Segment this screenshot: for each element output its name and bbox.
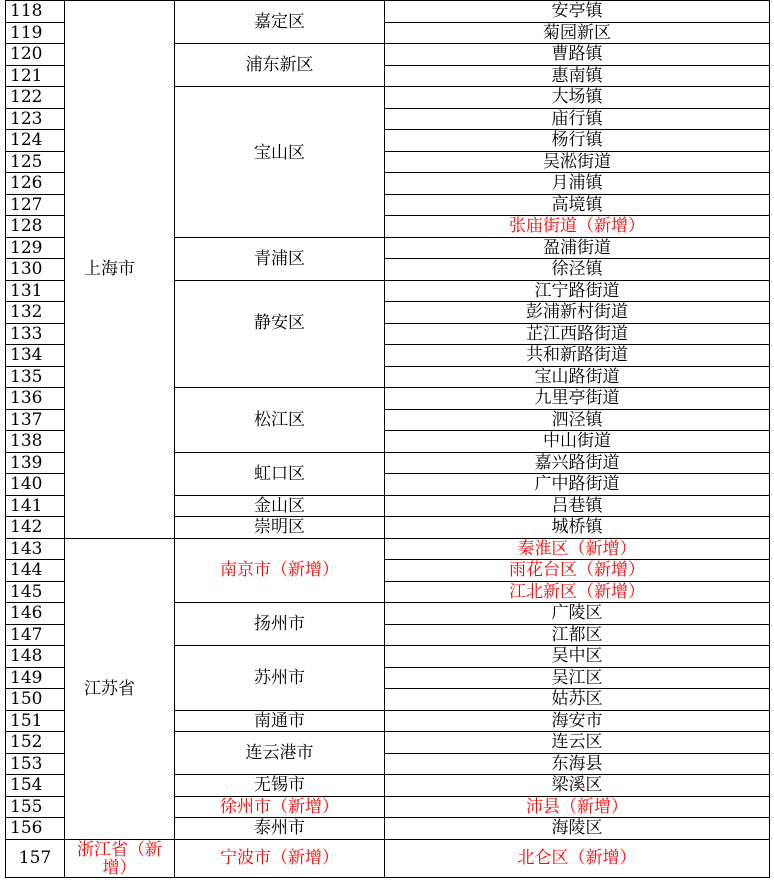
district-cell-new: 江北新区（新增） bbox=[385, 582, 770, 603]
city-cell: 青浦区 bbox=[175, 238, 385, 281]
city-cell: 苏州市 bbox=[175, 646, 385, 711]
city-cell: 扬州市 bbox=[175, 603, 385, 646]
district-cell: 东海县 bbox=[385, 754, 770, 775]
district-cell: 彭浦新村街道 bbox=[385, 302, 770, 324]
district-cell: 杨行镇 bbox=[385, 130, 770, 152]
city-cell-new: 徐州市（新增） bbox=[175, 797, 385, 818]
district-cell: 吴中区 bbox=[385, 646, 770, 668]
city-cell: 虹口区 bbox=[175, 453, 385, 496]
district-cell: 宝山路街道 bbox=[385, 367, 770, 388]
row-number: 156 bbox=[6, 818, 65, 840]
district-cell: 泗泾镇 bbox=[385, 410, 770, 431]
row-number: 140 bbox=[6, 474, 65, 496]
row-number: 131 bbox=[6, 281, 65, 302]
city-cell: 浦东新区 bbox=[175, 44, 385, 87]
city-cell-new: 南京市（新增） bbox=[175, 539, 385, 603]
row-number: 120 bbox=[6, 44, 65, 66]
district-cell-new: 秦淮区（新增） bbox=[385, 539, 770, 560]
row-number: 125 bbox=[6, 152, 65, 173]
district-cell-new: 张庙街道（新增） bbox=[385, 216, 770, 238]
row-number: 139 bbox=[6, 453, 65, 474]
row-number: 148 bbox=[6, 646, 65, 668]
district-cell: 共和新路街道 bbox=[385, 345, 770, 367]
row-number: 154 bbox=[6, 775, 65, 797]
row-number: 138 bbox=[6, 431, 65, 453]
row-number: 122 bbox=[6, 87, 65, 109]
city-cell: 金山区 bbox=[175, 496, 385, 517]
city-cell: 崇明区 bbox=[175, 517, 385, 539]
district-cell-new: 沛县（新增） bbox=[385, 797, 770, 818]
district-cell: 高境镇 bbox=[385, 195, 770, 216]
district-cell: 嘉兴路街道 bbox=[385, 453, 770, 474]
row-number: 133 bbox=[6, 324, 65, 345]
district-cell-new: 雨花台区（新增） bbox=[385, 560, 770, 582]
row-number: 141 bbox=[6, 496, 65, 517]
city-cell-new: 宁波市（新增） bbox=[175, 840, 385, 878]
row-number: 153 bbox=[6, 754, 65, 775]
row-number: 123 bbox=[6, 109, 65, 130]
district-cell: 吴淞街道 bbox=[385, 152, 770, 173]
row-number: 142 bbox=[6, 517, 65, 539]
row-number: 136 bbox=[6, 388, 65, 410]
city-cell: 无锡市 bbox=[175, 775, 385, 797]
row-number: 135 bbox=[6, 367, 65, 388]
district-cell: 连云区 bbox=[385, 732, 770, 754]
city-cell: 松江区 bbox=[175, 388, 385, 453]
province-cell: 上海市 bbox=[65, 1, 175, 539]
district-cell: 芷江西路街道 bbox=[385, 324, 770, 345]
district-cell: 月浦镇 bbox=[385, 173, 770, 195]
district-cell: 城桥镇 bbox=[385, 517, 770, 539]
row-number: 145 bbox=[6, 582, 65, 603]
row-number: 150 bbox=[6, 689, 65, 711]
table-row bbox=[6, 539, 770, 560]
district-cell: 广陵区 bbox=[385, 603, 770, 625]
row-number: 151 bbox=[6, 711, 65, 732]
row-number: 124 bbox=[6, 130, 65, 152]
district-cell: 曹路镇 bbox=[385, 44, 770, 66]
row-number: 149 bbox=[6, 668, 65, 689]
row-number: 129 bbox=[6, 238, 65, 259]
district-cell: 庙行镇 bbox=[385, 109, 770, 130]
row-number: 155 bbox=[6, 797, 65, 818]
district-table bbox=[5, 0, 770, 878]
district-cell: 梁溪区 bbox=[385, 775, 770, 797]
city-cell: 南通市 bbox=[175, 711, 385, 732]
row-number: 146 bbox=[6, 603, 65, 625]
row-number: 128 bbox=[6, 216, 65, 238]
row-number: 157 bbox=[6, 840, 65, 878]
district-cell: 菊园新区 bbox=[385, 23, 770, 44]
city-cell: 静安区 bbox=[175, 281, 385, 388]
district-cell: 中山街道 bbox=[385, 431, 770, 453]
row-number: 132 bbox=[6, 302, 65, 324]
row-number: 147 bbox=[6, 625, 65, 646]
province-cell: 江苏省 bbox=[65, 539, 175, 840]
district-cell: 广中路街道 bbox=[385, 474, 770, 496]
city-cell: 宝山区 bbox=[175, 87, 385, 238]
city-cell: 嘉定区 bbox=[175, 1, 385, 44]
district-cell: 九里亭街道 bbox=[385, 388, 770, 410]
district-cell: 徐泾镇 bbox=[385, 259, 770, 281]
district-cell: 安亭镇 bbox=[385, 1, 770, 23]
city-cell: 泰州市 bbox=[175, 818, 385, 840]
row-number: 118 bbox=[6, 1, 65, 23]
district-cell-new: 北仑区（新增） bbox=[385, 840, 770, 878]
row-number: 119 bbox=[6, 23, 65, 44]
city-cell: 连云港市 bbox=[175, 732, 385, 775]
row-number: 144 bbox=[6, 560, 65, 582]
row-number: 137 bbox=[6, 410, 65, 431]
district-cell: 吴江区 bbox=[385, 668, 770, 689]
row-number: 143 bbox=[6, 539, 65, 560]
row-number: 134 bbox=[6, 345, 65, 367]
row-number: 121 bbox=[6, 66, 65, 87]
row-number: 130 bbox=[6, 259, 65, 281]
row-number: 152 bbox=[6, 732, 65, 754]
district-cell: 姑苏区 bbox=[385, 689, 770, 711]
province-cell-new: 浙江省（新增） bbox=[65, 840, 175, 878]
table-row bbox=[6, 1, 770, 23]
district-cell: 吕巷镇 bbox=[385, 496, 770, 517]
district-cell: 海安市 bbox=[385, 711, 770, 732]
district-cell: 海陵区 bbox=[385, 818, 770, 840]
district-cell: 盈浦街道 bbox=[385, 238, 770, 259]
district-cell: 江宁路街道 bbox=[385, 281, 770, 302]
district-cell: 大场镇 bbox=[385, 87, 770, 109]
district-cell: 江都区 bbox=[385, 625, 770, 646]
row-number: 126 bbox=[6, 173, 65, 195]
district-cell: 惠南镇 bbox=[385, 66, 770, 87]
row-number: 127 bbox=[6, 195, 65, 216]
table-row bbox=[6, 840, 770, 878]
